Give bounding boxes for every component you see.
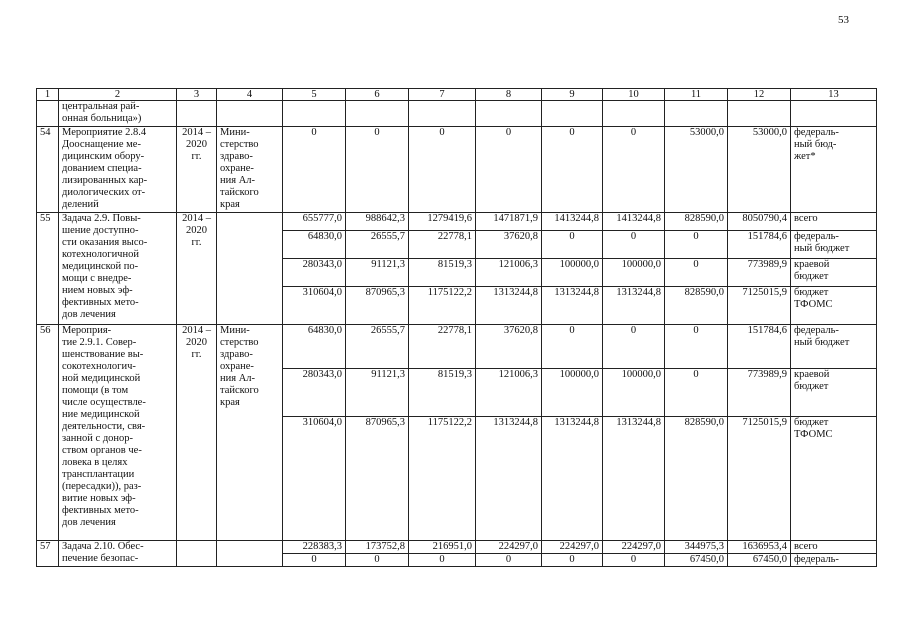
value-cell: 655777,0 xyxy=(283,213,346,231)
value-cell: 151784,6 xyxy=(728,231,791,259)
value-cell: 26555,7 xyxy=(346,325,409,369)
value-cell: 26555,7 xyxy=(346,231,409,259)
value-cell: 1175122,2 xyxy=(409,417,476,541)
header-cell: 13 xyxy=(791,89,877,101)
measure-name-cell: Мероприятие 2.8.4 Дооснащение ме- дицинским обору- дованием специа- лизированных кар- диологических от- делений xyxy=(59,127,177,213)
cell xyxy=(283,101,346,127)
value-cell: 0 xyxy=(542,127,603,213)
value-cell: 828590,0 xyxy=(665,287,728,325)
value-cell: 280343,0 xyxy=(283,259,346,287)
value-cell: 870965,3 xyxy=(346,417,409,541)
value-cell: 81519,3 xyxy=(409,259,476,287)
value-cell: 173752,8 xyxy=(346,541,409,554)
value-cell: 344975,3 xyxy=(665,541,728,554)
funding-source-cell: бюджет ТФОМС xyxy=(791,417,877,541)
value-cell: 0 xyxy=(346,127,409,213)
value-cell: 224297,0 xyxy=(603,541,665,554)
header-cell: 2 xyxy=(59,89,177,101)
value-cell: 0 xyxy=(603,554,665,567)
cell xyxy=(665,101,728,127)
cell xyxy=(603,101,665,127)
funding-source-cell: всего xyxy=(791,541,877,554)
value-cell: 224297,0 xyxy=(476,541,542,554)
value-cell: 0 xyxy=(665,325,728,369)
row-number-cell: 55 xyxy=(37,213,59,325)
row-number-cell: 54 xyxy=(37,127,59,213)
header-cell: 12 xyxy=(728,89,791,101)
executor-cell xyxy=(217,541,283,567)
value-cell: 773989,9 xyxy=(728,259,791,287)
funding-source-cell: федераль- ный бюджет xyxy=(791,231,877,259)
executor-cell: Мини- стерство здраво- охране- ния Ал- тайского края xyxy=(217,127,283,213)
value-cell: 0 xyxy=(476,554,542,567)
table-row xyxy=(37,541,877,554)
value-cell: 0 xyxy=(603,325,665,369)
table-row xyxy=(37,213,877,231)
cell xyxy=(37,101,59,127)
measure-name-cell: центральная рай- онная больница») xyxy=(59,101,177,127)
cell xyxy=(346,101,409,127)
period-cell xyxy=(177,541,217,567)
value-cell: 1313244,8 xyxy=(542,417,603,541)
executor-cell xyxy=(217,213,283,325)
value-cell: 0 xyxy=(603,231,665,259)
cell xyxy=(476,101,542,127)
value-cell: 7125015,9 xyxy=(728,417,791,541)
value-cell: 0 xyxy=(665,231,728,259)
measure-name-cell: Задача 2.10. Обес- печение безопас- xyxy=(59,541,177,567)
cell xyxy=(542,101,603,127)
value-cell: 7125015,9 xyxy=(728,287,791,325)
funding-source-cell: краевой бюджет xyxy=(791,369,877,417)
value-cell: 0 xyxy=(409,554,476,567)
value-cell: 91121,3 xyxy=(346,259,409,287)
table-row xyxy=(37,325,877,369)
header-cell: 4 xyxy=(217,89,283,101)
value-cell: 121006,3 xyxy=(476,369,542,417)
value-cell: 1313244,8 xyxy=(603,417,665,541)
value-cell: 37620,8 xyxy=(476,231,542,259)
value-cell: 773989,9 xyxy=(728,369,791,417)
value-cell: 0 xyxy=(476,127,542,213)
header-cell: 9 xyxy=(542,89,603,101)
value-cell: 0 xyxy=(283,127,346,213)
value-cell: 22778,1 xyxy=(409,231,476,259)
page-number: 53 xyxy=(838,14,849,26)
value-cell: 0 xyxy=(603,127,665,213)
value-cell: 37620,8 xyxy=(476,325,542,369)
value-cell: 828590,0 xyxy=(665,213,728,231)
header-cell: 7 xyxy=(409,89,476,101)
value-cell: 1313244,8 xyxy=(603,287,665,325)
value-cell: 100000,0 xyxy=(603,259,665,287)
header-cell: 5 xyxy=(283,89,346,101)
value-cell: 64830,0 xyxy=(283,231,346,259)
header-row xyxy=(37,89,877,101)
cell xyxy=(409,101,476,127)
value-cell: 1413244,8 xyxy=(603,213,665,231)
value-cell: 1279419,6 xyxy=(409,213,476,231)
value-cell: 828590,0 xyxy=(665,417,728,541)
value-cell: 121006,3 xyxy=(476,259,542,287)
value-cell: 1313244,8 xyxy=(476,417,542,541)
value-cell: 67450,0 xyxy=(728,554,791,567)
funding-source-cell: всего xyxy=(791,213,877,231)
cell xyxy=(791,101,877,127)
budget-table xyxy=(36,88,877,567)
value-cell: 228383,3 xyxy=(283,541,346,554)
value-cell: 100000,0 xyxy=(603,369,665,417)
value-cell: 91121,3 xyxy=(346,369,409,417)
header-cell: 3 xyxy=(177,89,217,101)
value-cell: 67450,0 xyxy=(665,554,728,567)
value-cell: 1313244,8 xyxy=(476,287,542,325)
value-cell: 988642,3 xyxy=(346,213,409,231)
cell xyxy=(728,101,791,127)
value-cell: 0 xyxy=(542,554,603,567)
header-cell: 1 xyxy=(37,89,59,101)
value-cell: 100000,0 xyxy=(542,369,603,417)
value-cell: 310604,0 xyxy=(283,287,346,325)
value-cell: 1175122,2 xyxy=(409,287,476,325)
value-cell: 1636953,4 xyxy=(728,541,791,554)
executor-cell: Мини- стерство здраво- охране- ния Ал- тайского края xyxy=(217,325,283,541)
measure-name-cell: Задача 2.9. Повы- шение доступно- сти оказания высо- котехнологичной медицинской по- мощи с внедре- нием новых эф- фективных мето- дов лечения xyxy=(59,213,177,325)
period-cell: 2014 – 2020 гг. xyxy=(177,213,217,325)
value-cell: 310604,0 xyxy=(283,417,346,541)
value-cell: 53000,0 xyxy=(728,127,791,213)
value-cell: 216951,0 xyxy=(409,541,476,554)
funding-source-cell: бюджет ТФОМС xyxy=(791,287,877,325)
table-row xyxy=(37,127,877,213)
header-cell: 11 xyxy=(665,89,728,101)
value-cell: 0 xyxy=(346,554,409,567)
value-cell: 81519,3 xyxy=(409,369,476,417)
value-cell: 8050790,4 xyxy=(728,213,791,231)
value-cell: 0 xyxy=(542,231,603,259)
funding-source-cell: краевой бюджет xyxy=(791,259,877,287)
header-cell: 8 xyxy=(476,89,542,101)
value-cell: 0 xyxy=(665,259,728,287)
funding-source-cell: федераль- xyxy=(791,554,877,567)
header-cell: 10 xyxy=(603,89,665,101)
period-cell: 2014 – 2020 гг. xyxy=(177,127,217,213)
value-cell: 22778,1 xyxy=(409,325,476,369)
row-number-cell: 57 xyxy=(37,541,59,567)
cell xyxy=(217,101,283,127)
value-cell: 224297,0 xyxy=(542,541,603,554)
value-cell: 870965,3 xyxy=(346,287,409,325)
value-cell: 64830,0 xyxy=(283,325,346,369)
value-cell: 1413244,8 xyxy=(542,213,603,231)
cell xyxy=(177,101,217,127)
funding-source-cell: федераль- ный бюджет xyxy=(791,325,877,369)
row-number-cell: 56 xyxy=(37,325,59,541)
value-cell: 0 xyxy=(542,325,603,369)
value-cell: 0 xyxy=(283,554,346,567)
value-cell: 1313244,8 xyxy=(542,287,603,325)
value-cell: 100000,0 xyxy=(542,259,603,287)
value-cell: 0 xyxy=(665,369,728,417)
period-cell: 2014 – 2020 гг. xyxy=(177,325,217,541)
funding-source-cell: федераль- ный бюд- жет* xyxy=(791,127,877,213)
value-cell: 280343,0 xyxy=(283,369,346,417)
value-cell: 1471871,9 xyxy=(476,213,542,231)
value-cell: 53000,0 xyxy=(665,127,728,213)
value-cell: 151784,6 xyxy=(728,325,791,369)
measure-name-cell: Мероприя- тие 2.9.1. Совер- шенствование вы- сокотехнологич- ной медицинской помощи (в том числе осуществле- ние медицинской деятельности, свя- занной с донор- ством органов че- ловека в целях трансплантации (пересадки)), раз- витие новых эф- фективных мето- дов лечения xyxy=(59,325,177,541)
header-cell: 6 xyxy=(346,89,409,101)
value-cell: 0 xyxy=(409,127,476,213)
table-row xyxy=(37,101,877,127)
